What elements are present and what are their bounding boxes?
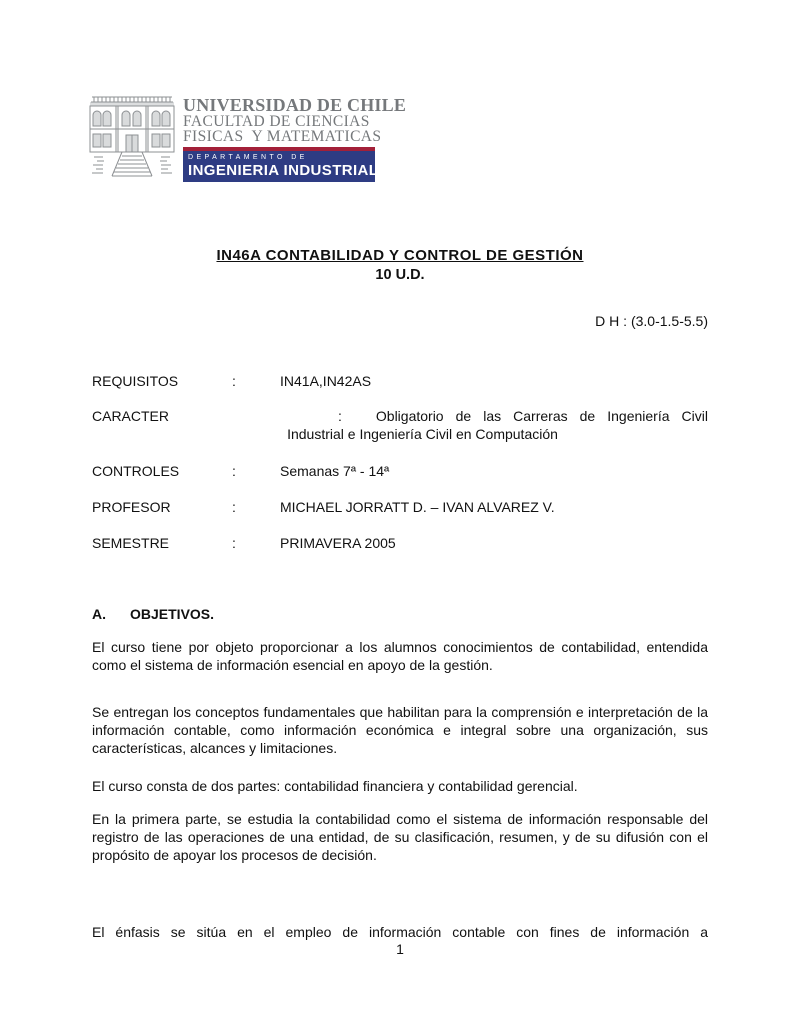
caracter-label: CARACTER xyxy=(92,408,170,424)
section-heading xyxy=(92,605,708,623)
university-logo xyxy=(88,95,407,182)
logo-faculty-line2: FISICAS Y MATEMATICAS xyxy=(183,128,382,145)
page-number: 1 xyxy=(396,941,404,957)
semestre-colon: : xyxy=(232,535,236,551)
logo-department-banner xyxy=(183,147,379,182)
objectives-section xyxy=(92,605,708,941)
controles-value: Semanas 7ª - 14ª xyxy=(280,463,390,479)
course-credits: 10 U.D. xyxy=(375,267,425,283)
dh-hours: D H : (3.0-1.5-5.5) xyxy=(595,313,708,329)
logo-faculty-line1: FACULTAD DE CIENCIAS xyxy=(183,113,370,130)
row-profesor xyxy=(92,498,708,516)
controles-colon: : xyxy=(232,463,236,479)
profesor-colon: : xyxy=(232,499,236,515)
objectives-paragraph-5: El énfasis se sitúa en el empleo de información contable con fines de información a xyxy=(92,924,708,940)
caracter-colon: : xyxy=(338,408,342,424)
objectives-paragraph-1: El curso tiene por objeto proporcionar a los alumnos conocimientos de contabilidad, entendida como el sistema de información esencial en apoyo de la gestión. xyxy=(92,639,708,673)
semestre-label: SEMESTRE xyxy=(92,535,170,551)
objectives-paragraph-3: El curso consta de dos partes: contabilidad financiera y contabilidad gerencial. xyxy=(92,778,578,794)
logo-department-small: DEPARTAMENTO DE xyxy=(188,154,308,161)
objectives-paragraph-2: Se entregan los conceptos fundamentales que habilitan para la comprensión e interpretación de la información contable, como información económica e integral sobre una organización, sus características, alcances y limitaciones. xyxy=(92,704,708,756)
title-block xyxy=(0,246,800,284)
logo-department-name: INGENIERIA INDUSTRIAL xyxy=(188,162,379,179)
semestre-value: PRIMAVERA 2005 xyxy=(280,535,396,551)
requisitos-colon: : xyxy=(232,373,236,389)
course-title: IN46A CONTABILIDAD Y CONTROL DE GESTIÓN xyxy=(216,247,584,264)
requisitos-value: IN41A,IN42AS xyxy=(280,373,372,389)
row-controles xyxy=(92,462,708,480)
logo-university-name: UNIVERSIDAD DE CHILE xyxy=(183,95,407,115)
row-caracter xyxy=(92,407,708,443)
caracter-value-line2: Industrial e Ingeniería Civil en Computación xyxy=(287,426,558,442)
section-letter: A. xyxy=(92,606,106,622)
row-requisitos xyxy=(92,372,708,390)
caracter-value-line1: : Obligatorio de las Carreras de Ingeniería Civil xyxy=(338,408,708,424)
objectives-paragraph-4: En la primera parte, se estudia la contabilidad como el sistema de información responsable del registro de las operaciones de una entidad, de su clasificación, resumen, y de su difusión con el propósito de apoyar los procesos de decisión. xyxy=(92,811,708,863)
university-building-icon xyxy=(88,95,176,179)
caracter-value xyxy=(232,407,708,443)
controles-label: CONTROLES xyxy=(92,463,180,479)
row-semestre xyxy=(92,534,708,552)
course-info xyxy=(92,372,708,552)
requisitos-label: REQUISITOS xyxy=(92,373,179,389)
section-title: OBJETIVOS. xyxy=(130,606,215,622)
profesor-label: PROFESOR xyxy=(92,499,171,515)
profesor-value: MICHAEL JORRATT D. – IVAN ALVAREZ V. xyxy=(280,499,555,515)
logo-text-block xyxy=(183,95,407,182)
